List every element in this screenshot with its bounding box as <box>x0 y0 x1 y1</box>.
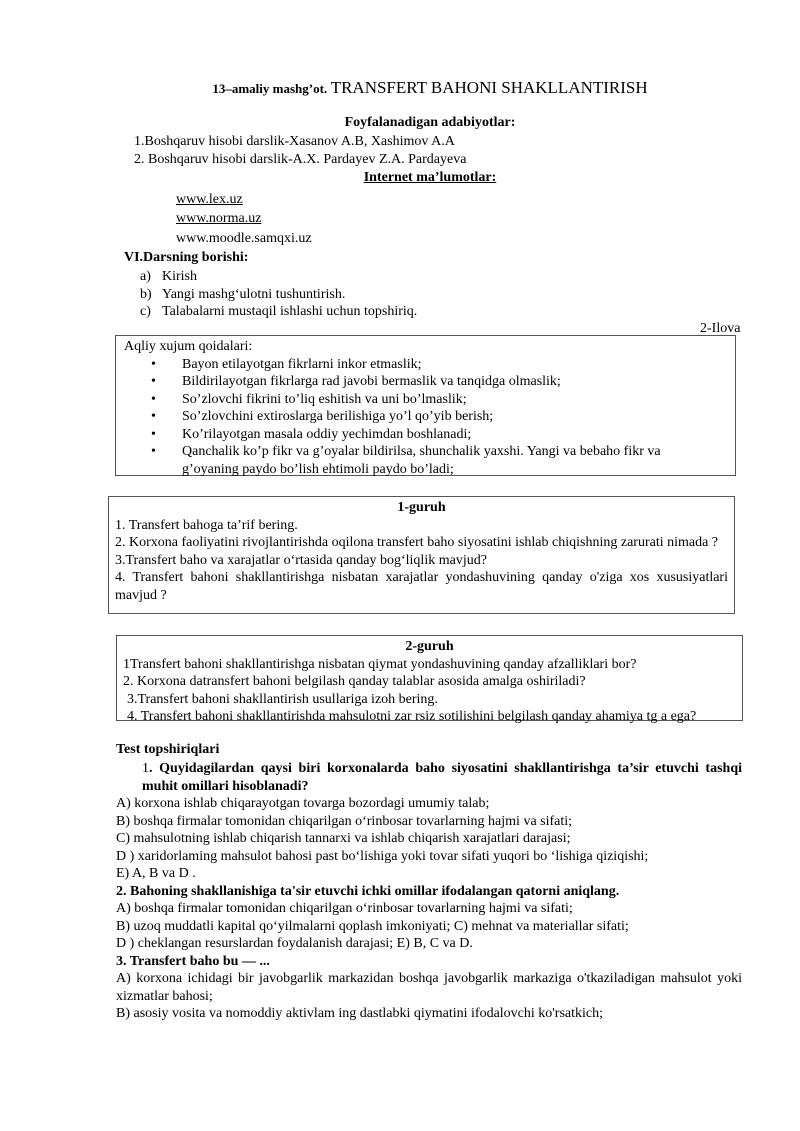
group2-question: 2. Korxona datransfert bahoni belgilash qanday talablar asosida amalga oshiriladi? <box>123 674 586 689</box>
lesson-step: c) Talabalarni mustaqil ishlashi uchun topshiriq. <box>140 304 418 319</box>
lesson-step: a) Kirish <box>140 269 197 284</box>
test-heading: Test topshiriqlari <box>116 742 220 757</box>
group2-heading: 2-guruh <box>405 639 454 654</box>
bullet-icon: • <box>151 391 156 407</box>
link-norma[interactable]: www.norma.uz <box>176 211 262 226</box>
link-moodle[interactable]: www.moodle.samqxi.uz <box>176 231 312 246</box>
answer-option: B) boshqa firmalar tomonidan chiqarilgan o‘rinbosar tovarlarning hajmi va sifati; <box>116 813 573 829</box>
literature-item: 1.Boshqaruv hisobi darslik-Xasanov A.B, Xashimov A.A <box>134 134 455 149</box>
rule-item: • So’zlovchi fikrini to’liq eshitish va uni bo’lmaslik; <box>151 391 467 407</box>
answer-option: C) mahsulotning ishlab chiqarish tannarxi va ishlab chiqarish xarajatlari darajasi; <box>116 831 571 846</box>
rule-item: • So’zlovchini extiroslarga berilishiga yo’l qo’yib berish; <box>151 409 494 424</box>
question-1: 1. Quyidagilardan qaysi biri korxonalarda baho siyosatini shakllantirishga ta’sir etuvchi tashqi muhit omillari hisoblanadi? <box>142 761 742 794</box>
group1-heading: 1-guruh <box>397 500 446 515</box>
answer-option: A) korxona ishlab chiqarayotgan tovarga bozordagi umumiy talab; <box>116 796 490 811</box>
page-title <box>0 78 800 98</box>
rule-item: • Qanchalik ko’p fikr va g’oyalar bildirilsa, shunchalik yaxshi. Yangi va bebaho fikr va g’oyaning paydo bo’lish ehtimoli paydo bo’ladi; <box>151 444 661 477</box>
rule-item: • Ko’rilayotgan masala oddiy yechimdan boshlanadi; <box>151 426 472 442</box>
bullet-icon: • <box>151 374 156 389</box>
internet-heading: Internet ma’lumotlar: <box>363 170 497 185</box>
bullet-icon: • <box>151 426 156 442</box>
bullet-icon: • <box>151 444 156 459</box>
bullet-icon: • <box>151 356 156 372</box>
group1-question: 3.Transfert baho va xarajatlar o‘rtasida qanday bog‘liqlik mavjud? <box>115 552 487 568</box>
lesson-step: b) Yangi mashg‘ulotni tushuntirish. <box>140 287 346 302</box>
rules-heading: Aqliy xujum qoidalari: <box>124 339 253 354</box>
question-2: 2. Bahoning shakllanishiga ta'sir etuvchi ichki omillar ifodalangan qatorni aniqlang. <box>116 883 620 899</box>
literature-heading: Foyfalanadigan adabiyotlar: <box>344 115 516 130</box>
answer-option: B) uzoq muddatli kapital qo‘yilmalarni qoplash imkoniyati; C) mehnat va materiallar sifati; <box>116 918 629 934</box>
title-main: TRANSFERT BAHONI SHAKLLANTIRISH <box>330 78 648 97</box>
rule-item: • Bildirilayotgan fikrlarga rad javobi bermaslik va tanqidga olmaslik; <box>151 374 561 389</box>
group2-question: 1Transfert bahoni shakllantirishga nisbatan qiymat yondashuvining qanday afzalliklari bor? <box>123 656 637 672</box>
rule-item: • Bayon etilayotgan fikrlarni inkor etmaslik; <box>151 356 422 372</box>
test-content <box>116 760 742 1023</box>
group1-question: 4. Transfert bahoni shakllantirishga nisbatan xarajatlar yondashuvining qanday o'ziga xos xususiyatlari mavjud ? <box>115 570 728 603</box>
group1-box <box>108 496 735 614</box>
group1-question: 2. Korxona faoliyatini rivojlantirishda oqilona transfert baho siyosatini ishlab chiqishning zarurati nimada ? <box>115 535 719 550</box>
answer-option: E) A, B va D . <box>116 866 196 881</box>
question-3: 3. Transfert baho bu — ... <box>116 953 270 969</box>
answer-option: D ) cheklangan resurslardan foydalanish darajasi; E) B, C va D. <box>116 936 473 951</box>
link-lex[interactable]: www.lex.uz <box>176 192 243 207</box>
rules-box <box>115 335 736 476</box>
group1-question: 1. Transfert bahoga ta’rif bering. <box>115 517 298 533</box>
answer-option: D ) xaridorlaming mahsulot bahosi past bo‘lishiga yoki tovar sifati yuqori bo ‘lishiga qiziqishi; <box>116 848 649 864</box>
answer-option: A) boshqa firmalar tomonidan chiqarilgan o‘rinbosar tovarlarning hajmi va sifati; <box>116 901 573 916</box>
answer-option: A) korxona ichidagi bir javobgarlik markazidan boshqa javobgarlik markaziga o'tkaziladigan mahsulot yoki xizmatlar bahosi; <box>116 971 742 1004</box>
group2-question: 3.Transfert bahoni shakllantirish usullariga izoh bering. <box>127 691 438 707</box>
literature-item: 2. Boshqaruv hisobi darslik-A.X. Pardayev Z.A. Pardayeva <box>134 152 467 167</box>
bullet-icon: • <box>151 409 156 424</box>
group2-question: 4. Transfert bahoni shakllantirishda mahsulotni zar rsiz sotilishini belgilash qanday ahamiya tg a ega? <box>127 709 697 724</box>
title-prefix: 13–amaliy mashg’ot. <box>212 81 328 96</box>
group2-box <box>116 635 743 724</box>
appendix-label: 2-Ilova <box>700 321 741 336</box>
lesson-heading: VI.Darsning borishi: <box>124 250 249 265</box>
answer-option: B) asosiy vosita va nomoddiy aktivlam ing dastlabki qiymatini ifodalovchi ko'rsatkich; <box>116 1006 604 1021</box>
